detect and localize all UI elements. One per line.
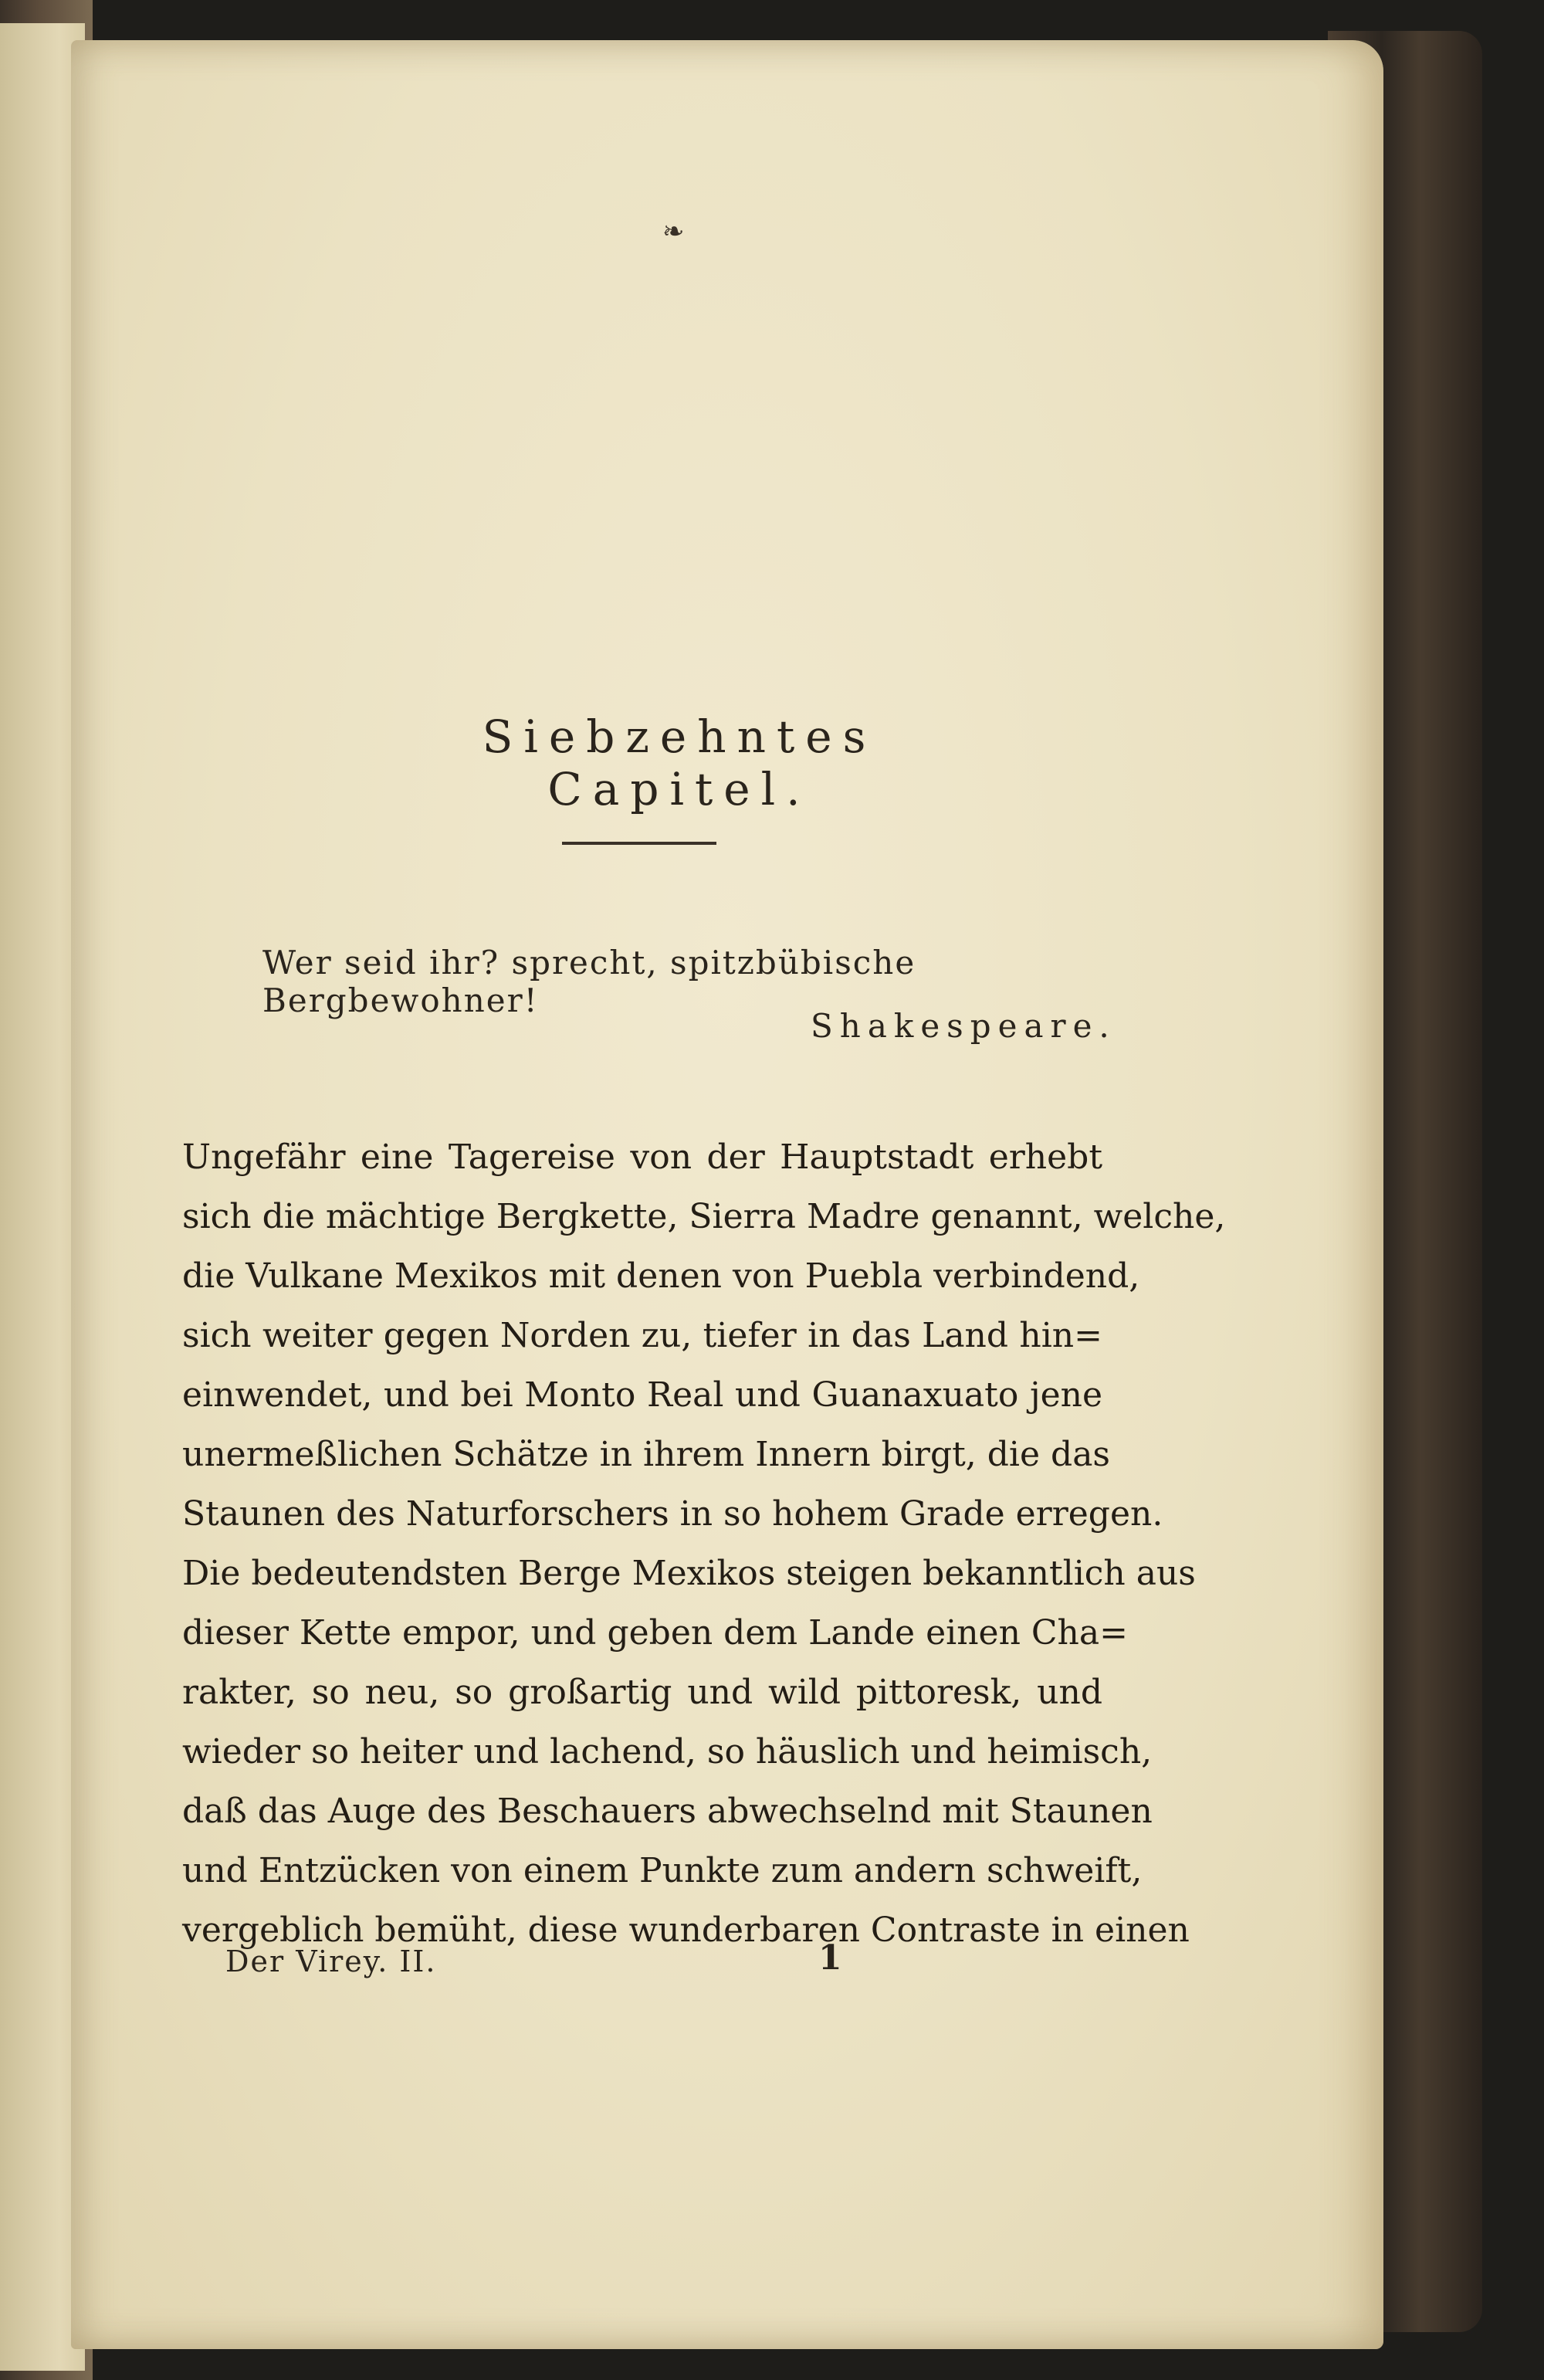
body-line: daß das Auge des Beschauers abwechselnd mit Staunen [182,1792,1153,1831]
body-line: Staunen des Naturforschers in so hohem Grade erregen. [182,1494,1163,1534]
body-line: dieser Kette empor, und geben dem Lande einen Cha= [182,1613,1128,1653]
signature-mark: Der Virey. II. [225,1944,437,1978]
title-rule [562,842,716,845]
epigraph-attribution: Shakespeare. [811,1007,1116,1045]
body-line: Die bedeutendsten Berge Mexikos steigen bekanntlich aus [182,1554,1196,1593]
ornament-mark: ❧ [662,216,685,247]
epigraph: Wer seid ihr? sprecht, spitzbübische Bergbewohner! [262,944,916,1019]
body-line: unermeßlichen Schätze in ihrem Innern birgt, die das [182,1435,1111,1474]
body-line: wieder so heiter und lachend, so häuslich und heimisch, [182,1732,1153,1771]
chapter-title: Siebzehntes Capitel. [482,710,877,815]
body-line: sich die mächtige Bergkette, Sierra Madre genannt, welche, [182,1197,1226,1236]
body-line: einwendet, und bei Monto Real und Guanaxuato jene [182,1375,1102,1415]
body-line: die Vulkane Mexikos mit denen von Puebla verbindend, [182,1256,1140,1296]
body-text [182,1127,1226,1960]
body-line: sich weiter gegen Norden zu, tiefer in das Land hin= [182,1316,1102,1355]
body-line: rakter, so neu, so großartig und wild pittoresk, und [182,1673,1102,1712]
body-line: vergeblich bemüht, diese wunderbaren Contraste in einen [182,1910,1190,1950]
body-line: Ungefähr eine Tagereise von der Hauptstadt erhebt [182,1137,1102,1177]
body-line: und Entzücken von einem Punkte zum andern schweift, [182,1851,1143,1890]
page-number: 1 [818,1938,842,1978]
